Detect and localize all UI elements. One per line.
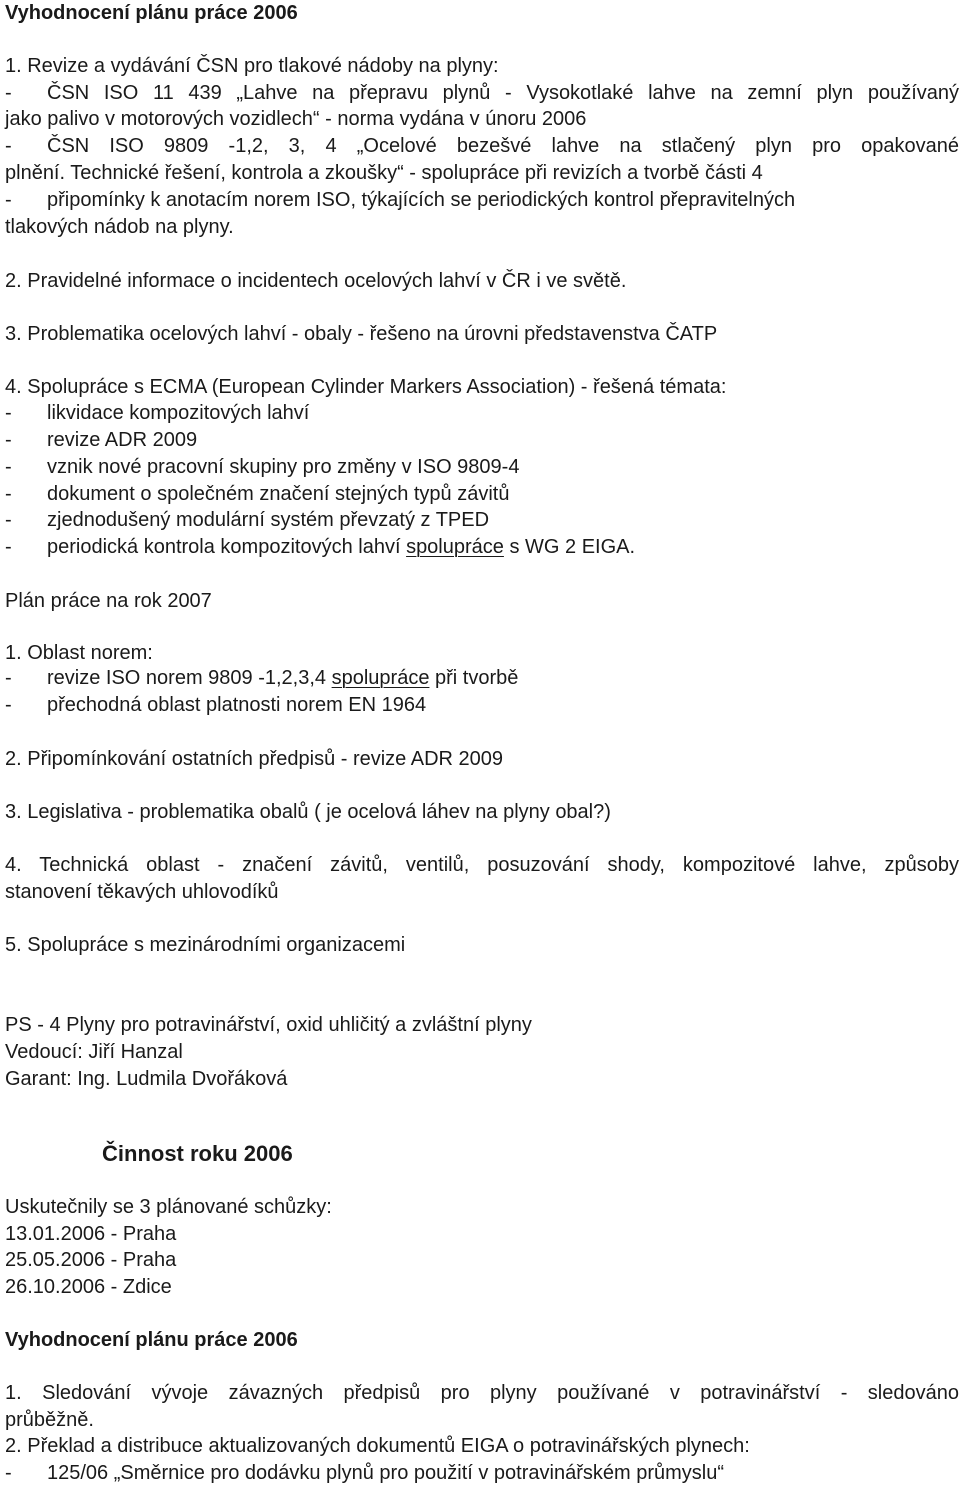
list-item-text: při tvorbě <box>429 667 519 689</box>
plan-item4-line1: 4. Technická oblast - značení závitů, ventilů, posuzování shody, kompozitové lahve, způsoby <box>5 854 959 876</box>
list-item-text: likvidace kompozitových lahví <box>47 402 310 424</box>
section3: 3. Problematika ocelových lahví - obaly - řešeno na úrovni představenstva ČATP <box>5 323 718 345</box>
section1-line5-text: připomínky k anotacím norem ISO, týkajících se periodických kontrol přepravitelných <box>47 189 796 211</box>
evaluation-heading: Vyhodnocení plánu práce 2006 <box>5 1329 298 1351</box>
section4-title: 4. Spolupráce s ECMA (European Cylinder Markers Association) - řešená témata: <box>5 376 727 398</box>
list-item-text: revize ADR 2009 <box>47 429 198 451</box>
dash: - <box>5 483 12 505</box>
ps4-title: PS - 4 Plyny pro potravinářství, oxid uhličitý a zvláštní plyny <box>5 1014 532 1036</box>
dash: - <box>5 456 12 478</box>
section2: 2. Pravidelné informace o incidentech ocelových lahví v ČR i ve světě. <box>5 270 627 292</box>
list-item-text: revize ISO norem 9809 -1,2,3,4 <box>47 667 332 689</box>
list-item-text: přechodná oblast platnosti norem EN 1964 <box>47 694 427 716</box>
page-heading: Vyhodnocení plánu práce 2006 <box>5 2 298 24</box>
plan-item1-title: 1. Oblast norem: <box>5 642 153 664</box>
section1-line <box>5 133 959 159</box>
section1-line6: tlakových nádob na plyny. <box>5 216 234 238</box>
evaluation-item1-line1: 1. Sledování vývoje závazných předpisů pro plyny používané v potravinářství - sledováno <box>5 1382 959 1404</box>
dash: - <box>5 509 12 531</box>
list-item-text: 125/06 „Směrnice pro dodávku plynů pro použití v potravinářském průmyslu“ <box>47 1462 724 1484</box>
evaluation-item1-line2: průběžně. <box>5 1409 94 1431</box>
section1-line <box>5 80 959 106</box>
dash: - <box>5 667 12 689</box>
dash: - <box>5 82 12 104</box>
plan-item4-line2: stanovení těkavých uhlovodíků <box>5 881 279 903</box>
dash: - <box>5 189 12 211</box>
list-item <box>5 507 489 533</box>
dash: - <box>5 694 12 716</box>
list-item <box>5 1460 724 1486</box>
section1-line1-text: ČSN ISO 11 439 „Lahve na přepravu plynů - Vysokotlaké lahve na zemní plyn používaný <box>47 82 959 104</box>
list-item <box>5 427 197 453</box>
section1-line4: plnění. Technické řešení, kontrola a zkoušky“ - spolupráce při revizích a tvorbě části 4 <box>5 162 763 184</box>
list-item-text: s WG 2 EIGA. <box>503 536 636 558</box>
list-item <box>5 665 518 691</box>
list-item-text: dokument o společném značení stejných typů závitů <box>47 483 510 505</box>
list-item-text: periodická kontrola kompozitových lahví <box>47 536 407 558</box>
underlined-text: spolupráce <box>331 667 430 689</box>
dash: - <box>5 536 12 558</box>
plan-2007-title: Plán práce na rok 2007 <box>5 590 212 612</box>
meetings-label: Uskutečnily se 3 plánované schůzky: <box>5 1196 332 1218</box>
list-item <box>5 692 426 718</box>
underlined-text: spolupráce <box>406 536 504 558</box>
list-item <box>5 400 309 426</box>
dash: - <box>5 402 12 424</box>
plan-item3: 3. Legislativa - problematika obalů ( je ocelová láhev na plyny obal?) <box>5 801 611 823</box>
list-item <box>5 454 519 480</box>
dash: - <box>5 1462 12 1484</box>
ps4-guarantor: Garant: Ing. Ludmila Dvořáková <box>5 1068 288 1090</box>
activity-title: Činnost roku 2006 <box>102 1141 293 1166</box>
section1-line2: jako palivo v motorových vozidlech“ - norma vydána v únoru 2006 <box>5 108 587 130</box>
list-item <box>5 481 509 507</box>
plan-item5: 5. Spolupráce s mezinárodními organizacemi <box>5 934 406 956</box>
ps4-leader: Vedoucí: Jiří Hanzal <box>5 1041 183 1063</box>
meeting-item: 13.01.2006 - Praha <box>5 1223 177 1245</box>
section1-title: 1. Revize a vydávání ČSN pro tlakové nádoby na plyny: <box>5 55 499 77</box>
dash: - <box>5 429 12 451</box>
list-item <box>5 534 635 560</box>
plan-item2: 2. Připomínkování ostatních předpisů - revize ADR 2009 <box>5 748 504 770</box>
meeting-item: 25.05.2006 - Praha <box>5 1249 177 1271</box>
list-item-text: zjednodušený modulární systém převzatý z TPED <box>47 509 490 531</box>
section1-line3-text: ČSN ISO 9809 -1,2, 3, 4 „Ocelové bezešvé lahve na stlačený plyn pro opakované <box>47 135 959 157</box>
dash: - <box>5 135 12 157</box>
section1-line <box>5 187 795 213</box>
list-item-text: vznik nové pracovní skupiny pro změny v ISO 9809-4 <box>47 456 520 478</box>
meeting-item: 26.10.2006 - Zdice <box>5 1276 172 1298</box>
evaluation-item2: 2. Překlad a distribuce aktualizovaných dokumentů EIGA o potravinářských plynech: <box>5 1435 750 1457</box>
